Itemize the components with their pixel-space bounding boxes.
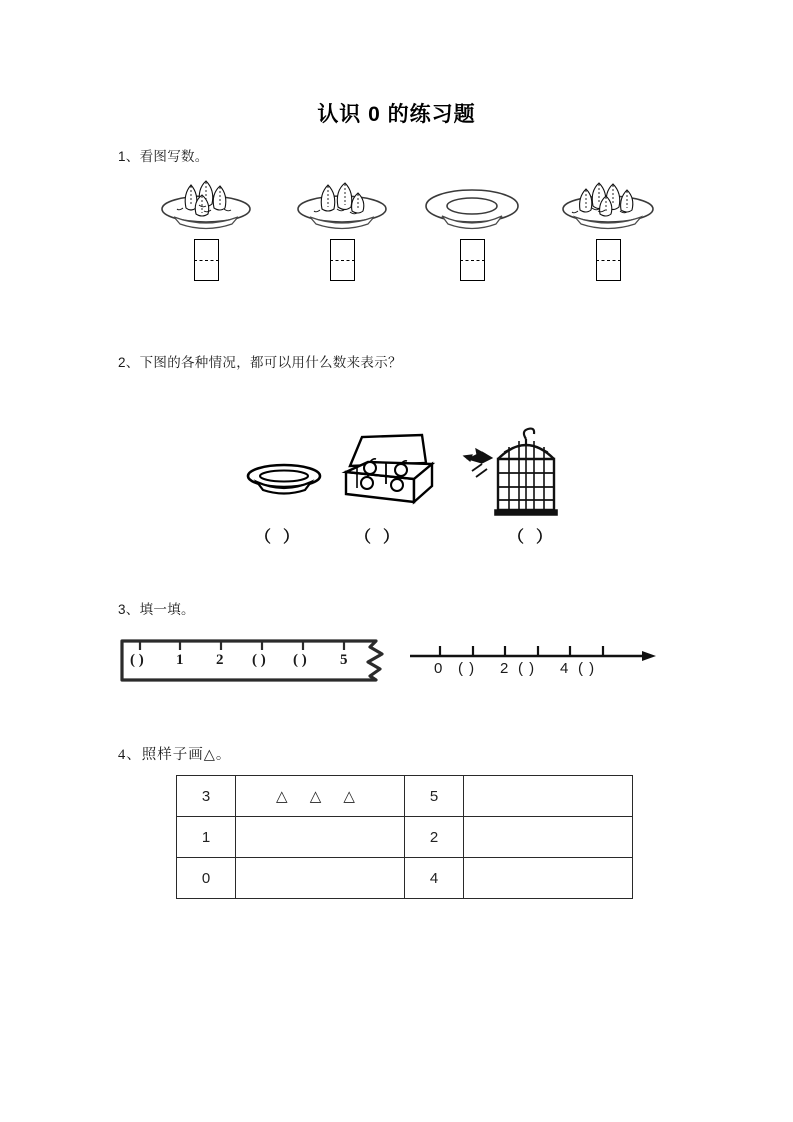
- q1-item-4: [558, 180, 658, 232]
- q2-item-3: [462, 425, 572, 525]
- q1-item-3: [422, 180, 522, 232]
- q1-answer-box-3[interactable]: [460, 239, 485, 281]
- number-line-blank-1[interactable]: ( ): [458, 660, 476, 677]
- empty-plate-icon: [245, 455, 323, 500]
- page-title: 认识 0 的练习题: [317, 103, 476, 126]
- row-3-right-draw[interactable]: [464, 858, 633, 899]
- ruler-cell-5[interactable]: ( ): [293, 652, 307, 668]
- q2-blank-2[interactable]: （ ）: [355, 529, 404, 546]
- number-line-axis: [408, 636, 663, 666]
- plate-with-5-strawberries-icon: [558, 180, 658, 232]
- q2-blank-1[interactable]: （ ）: [255, 529, 304, 546]
- q1-item-2: [292, 180, 392, 232]
- row-2-right-number: 2: [405, 817, 464, 858]
- row-1-right-number: 5: [405, 776, 464, 817]
- birdcage-with-bird-flying-away-icon: [462, 425, 572, 520]
- question-2-label: 2、下图的各种情况，都可以用什么数来表示？: [118, 355, 402, 370]
- row-1-right-draw[interactable]: [464, 776, 633, 817]
- table-row: [177, 817, 633, 858]
- empty-plate-icon: [422, 180, 522, 232]
- ruler-cell-4[interactable]: ( ): [252, 652, 266, 668]
- ruler-cell-6: 5: [340, 652, 348, 668]
- ruler-cell-3: 2: [216, 652, 224, 668]
- plate-with-4-strawberries-icon: [156, 180, 256, 232]
- number-line-label-0: 0: [434, 660, 444, 677]
- box-with-apples-icon: [340, 432, 436, 512]
- q1-answer-box-2[interactable]: [330, 239, 355, 281]
- q1-answer-box-1[interactable]: [194, 239, 219, 281]
- q2-item-1: [245, 455, 323, 505]
- table-row: [177, 858, 633, 899]
- row-2-left-number: 1: [177, 817, 236, 858]
- question-1-label: 1、看图写数。: [118, 149, 209, 164]
- question-4-label: 4、照样子画△。: [118, 747, 232, 763]
- ruler-cell-1[interactable]: ( ): [130, 652, 144, 668]
- number-line-blank-3[interactable]: ( ): [518, 660, 536, 677]
- number-line-label-4: 4: [560, 660, 570, 677]
- q2-item-2: [340, 432, 436, 517]
- question-3-label: 3、填一填。: [118, 602, 195, 617]
- q2-blank-3[interactable]: （ ）: [508, 529, 557, 546]
- row-3-left-number: 0: [177, 858, 236, 899]
- row-3-right-number: 4: [405, 858, 464, 899]
- number-line: [408, 636, 663, 677]
- plate-with-3-strawberries-icon: [292, 180, 392, 232]
- row-3-left-draw[interactable]: [236, 858, 405, 899]
- number-line-label-2: 2: [500, 660, 510, 677]
- row-1-left-draw[interactable]: △ △ △: [236, 776, 405, 817]
- table-row: [177, 776, 633, 817]
- q1-answer-box-4[interactable]: [596, 239, 621, 281]
- ruler-scale: [118, 636, 403, 689]
- number-line-blank-5[interactable]: ( ): [578, 660, 596, 677]
- arrow-head-icon: [642, 651, 656, 661]
- row-1-left-number: 3: [177, 776, 236, 817]
- q1-item-1: [156, 180, 256, 232]
- row-2-right-draw[interactable]: [464, 817, 633, 858]
- row-2-left-draw[interactable]: [236, 817, 405, 858]
- ruler-cell-2: 1: [176, 652, 184, 668]
- triangle-drawing-table: [176, 775, 633, 899]
